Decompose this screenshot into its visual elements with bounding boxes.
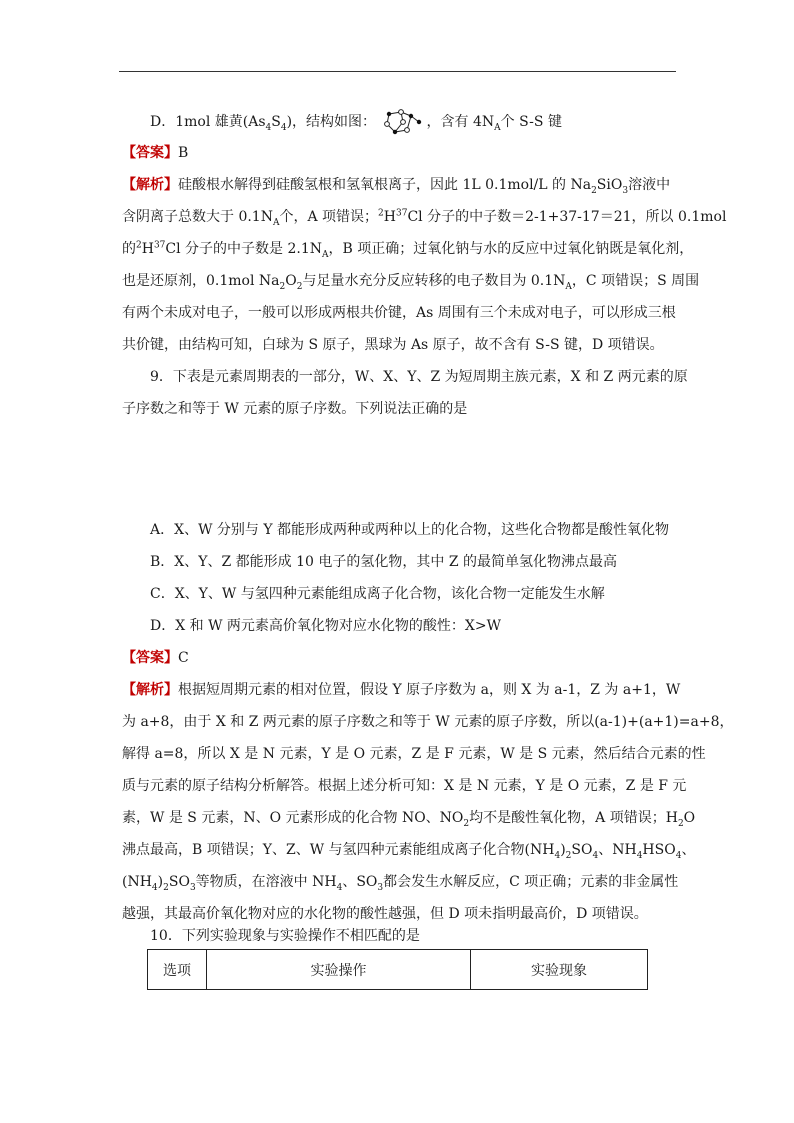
explanation-8-line5: 有两个未成对电子，一般可以形成两根共价键，As 周围有三个未成对电子，可以形成三根 <box>122 305 676 321</box>
header-operation: 实验操作 <box>207 950 471 990</box>
explanation-9-line8: 越强，其最高价氧化物对应的水化物的酸性越强，但 D 项未指明最高价，D 项错误。 <box>122 906 648 922</box>
q9-option-d: D．X 和 W 两元素高价氧化物对应水化物的酸性：X>W <box>150 618 502 634</box>
answer-8: 【答案】B <box>122 145 189 161</box>
question-9-line2: 子序数之和等于 W 元素的原子序数。下列说法正确的是 <box>122 401 468 417</box>
table-header-row <box>148 950 648 990</box>
explanation-9-line6: 沸点最高，B 项错误；Y、Z、W 与氢四种元素能组成离子化合物$(NH_4)_2SO_4$、$NH_4HSO_4$、 <box>122 842 696 861</box>
header-phenomenon: 实验现象 <box>471 950 648 990</box>
header-rule <box>119 71 676 72</box>
explanation-8-line2: 含阴离子总数大于 $0.1N_A$个，A 项错误；$^2H^{37}Cl$ 分子的中子数＝2-1+37-17＝21，所以 0.1mol <box>122 208 727 228</box>
explanation-9-line1: 【解析】根据短周期元素的相对位置，假设 Y 原子序数为 a，则 X 为 a-1，Z 为 a+1，W <box>122 682 681 698</box>
question-10-title: 10．下列实验现象与实验操作不相匹配的是 <box>150 928 420 944</box>
realgar-structure-icon <box>381 108 427 136</box>
explanation-9-line7: $(NH_4)_2SO_3$等物质，在溶液中 $NH_4$、$SO_3$都会发生水解反应，C 项正确；元素的非金属性 <box>122 874 679 893</box>
explanation-8-line1: 【解析】硅酸根水解得到硅酸氢根和氢氧根离子，因此 1L 0.1mol/L 的 $Na_2SiO_3$溶液中 <box>122 177 671 196</box>
explanation-8-line3: 的$^2H^{37}Cl$ 分子的中子数是 $2.1N_A$，B 项正确；过氧化钠与水的反应中过氧化钠既是氧化剂， <box>122 240 694 260</box>
explanation-9-line2: 为 a+8，由于 X 和 Z 两元素的原子序数之和等于 W 元素的原子序数，所以(a-1)+(a+1)=a+8， <box>122 714 734 730</box>
header-option: 选项 <box>148 950 207 990</box>
answer-9: 【答案】C <box>122 650 189 666</box>
q8-option-d: D．1mol 雄黄$(As_4S_4)$，结构如图： ，含有 $4N_A$个 S-S 键 <box>150 108 562 136</box>
q9-option-b: B．X、Y、Z 都能形成 10 电子的氢化物，其中 Z 的最简单氢化物沸点最高 <box>150 554 618 570</box>
explanation-9-line4: 质与元素的原子结构分析解答。根据上述分析可知：X 是 N 元素，Y 是 O 元素，Z 是 F 元 <box>122 778 687 794</box>
q9-option-a: A．X、W 分别与 Y 都能形成两种或两种以上的化合物，这些化合物都是酸性氧化物 <box>150 522 670 538</box>
explanation-9-line3: 解得 a=8，所以 X 是 N 元素，Y 是 O 元素，Z 是 F 元素，W 是 S 元素，然后结合元素的性 <box>122 746 706 762</box>
explanation-8-line6: 共价键，由结构可知，白球为 S 原子，黑球为 As 原子，故不含有 S-S 键，D 项错误。 <box>122 337 664 353</box>
experiment-table <box>147 949 648 990</box>
explanation-9-line5: 素，W 是 S 元素，N、O 元素形成的化合物 NO、$NO_2$均不是酸性氧化物，A 项错误；$H_2O$ <box>122 810 696 829</box>
explanation-8-line4: 也是还原剂，0.1mol $Na_2O_2$与足量水充分反应转移的电子数目为 $0.1N_A$，C 项错误；S 周围 <box>122 273 700 292</box>
q9-option-c: C．X、Y、W 与氢四种元素能组成离子化合物，该化合物一定能发生水解 <box>150 586 605 602</box>
question-9-line1: 9．下表是元素周期表的一部分，W、X、Y、Z 为短周期主族元素，X 和 Z 两元素的原 <box>150 369 688 385</box>
